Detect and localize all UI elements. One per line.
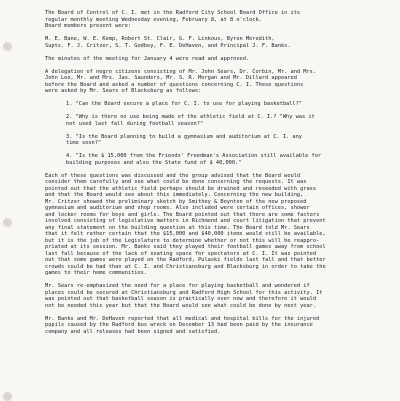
text-line: last fall because of the lack of seating space for spectators at C. I. It was pointed <box>45 250 317 257</box>
text-line: 3. "Is the Board planning to build a gymnasium and auditorium at C. I. any <box>66 133 302 140</box>
text-line: and that the Board would see about this immediately. Concerning the new building, <box>45 192 304 198</box>
text-line: but it is the job of the Legislature to determine whether or not this will be reappro- <box>45 237 320 244</box>
paragraph-members-present <box>45 36 400 49</box>
punch-hole <box>3 42 12 51</box>
text-line: time soon?" <box>66 140 102 146</box>
question-4 <box>45 153 400 166</box>
text-line: Each of these questions was discussed and the group advised that the Board would <box>45 172 301 179</box>
text-line: The minutes of the meeting for January 4 were read and approved. <box>45 55 250 62</box>
text-line: before the Board and asked a number of questions concerning C. I. These questions <box>45 81 304 88</box>
text-line: Mr. Sears re-emphasized the need for a place for playing basketball and wondered if <box>45 283 310 289</box>
text-line: out that some games were played on the Radford, Pulaski fields last fall and that better <box>45 257 326 263</box>
text-line: places could be secured at Christiansburg and Radford High School for this activity. It <box>45 289 323 296</box>
text-line: involved consisting of legislative matters in Richmond and court litigation that prevent <box>45 218 326 224</box>
text-line: The Board of Control of C. I. met in the Radford City School Board Office in its <box>45 10 301 16</box>
text-line: building purposes and also the State fund of $ 40,000." <box>66 159 242 166</box>
document-body <box>45 10 400 335</box>
text-line: that it felt rather certain that the $15,000 and $40,000 items would still be available, <box>45 231 326 237</box>
text-line: Supts. F. J. Critzer, S. T. Godbey, F. E. DeHaven, and Principal J. F. Banks. <box>45 42 291 49</box>
paragraph-discussion <box>45 173 400 277</box>
question-2 <box>45 114 400 127</box>
text-line: 2. "Why is there no use being made of the athletic field at C. I.? "Why was it <box>66 114 315 120</box>
text-line: were asked by Mr. Sears of Blacksburg as follows: <box>45 88 202 94</box>
text-line: priated at its session. Mr. Banks said they played their football games away from school <box>45 244 326 250</box>
paragraph-delegation <box>45 69 400 95</box>
paragraph-basketball <box>45 283 400 309</box>
text-line: not used last fall during football season?" <box>66 120 204 127</box>
text-line: M. E. Bane, W. E. Kemp, Robert St. Clair, G. F. Linkous, Byron Meredith, <box>45 36 275 42</box>
punch-hole <box>3 218 12 227</box>
text-line: A delegation of negro citizens consisting of Mr. John Sears, Dr. Corbin, Mr. and Mrs. <box>45 68 317 75</box>
text-line: pointed out that the athletic field perhaps should be drained and reseeded with grass <box>45 185 317 192</box>
text-line: regular monthly meeting Wednesday evening, February 8, at 8 o'clock. <box>45 16 262 23</box>
text-line: 1. "Can the Board secure a place for C. I. to use for playing basketball?" <box>66 101 302 107</box>
text-line: Mr. Critzer showed the preliminary sketch by Smithey & Boynton of the new proposed <box>45 198 307 205</box>
text-line: and locker rooms for boys and girls. The Board pointed out that there are some factors <box>45 211 320 218</box>
text-line: not be needed this year but that the Board would see what could be done by next year. <box>45 302 317 309</box>
question-3 <box>45 134 400 147</box>
text-line: company and all releases had been signed and satisfied. <box>45 328 221 335</box>
paragraph-meeting-intro <box>45 10 400 30</box>
text-line: gymnasium and auditorium and shop rooms. Also included were certain offices, shower <box>45 205 310 211</box>
text-line: pupils caused by the Radford bus wreck on December 13 had been paid by the insurance <box>45 322 313 328</box>
text-line: games to their home communities. <box>45 270 148 276</box>
text-line: any final statement on the building question at this time. The Board told Mr. Sears <box>45 224 310 231</box>
paragraph-bus-wreck <box>45 316 400 336</box>
text-line: crowds could be had than at C. I. and Christiansburg and Blacksburg in order to take the <box>45 263 326 270</box>
text-line: John Lee, Mr. and Mrs. Jas. Saunders, Mr. S. R. Morgan and Mr. Dillard appeared <box>45 75 297 81</box>
text-line: was pointed out that basketball season is practically over now and therefore it would <box>45 296 317 302</box>
text-line: Board members present were: <box>45 23 132 29</box>
text-line: consider them carefully and see what could be done concerning the requests. It was <box>45 179 307 185</box>
text-line: 4. "Is the $ 15,000 from the Friends' Freedman's Association still available for <box>66 153 322 159</box>
text-line: Mr. Banks and Mr. DeHaven reported that all medical and hospital bills for the injured <box>45 315 320 322</box>
